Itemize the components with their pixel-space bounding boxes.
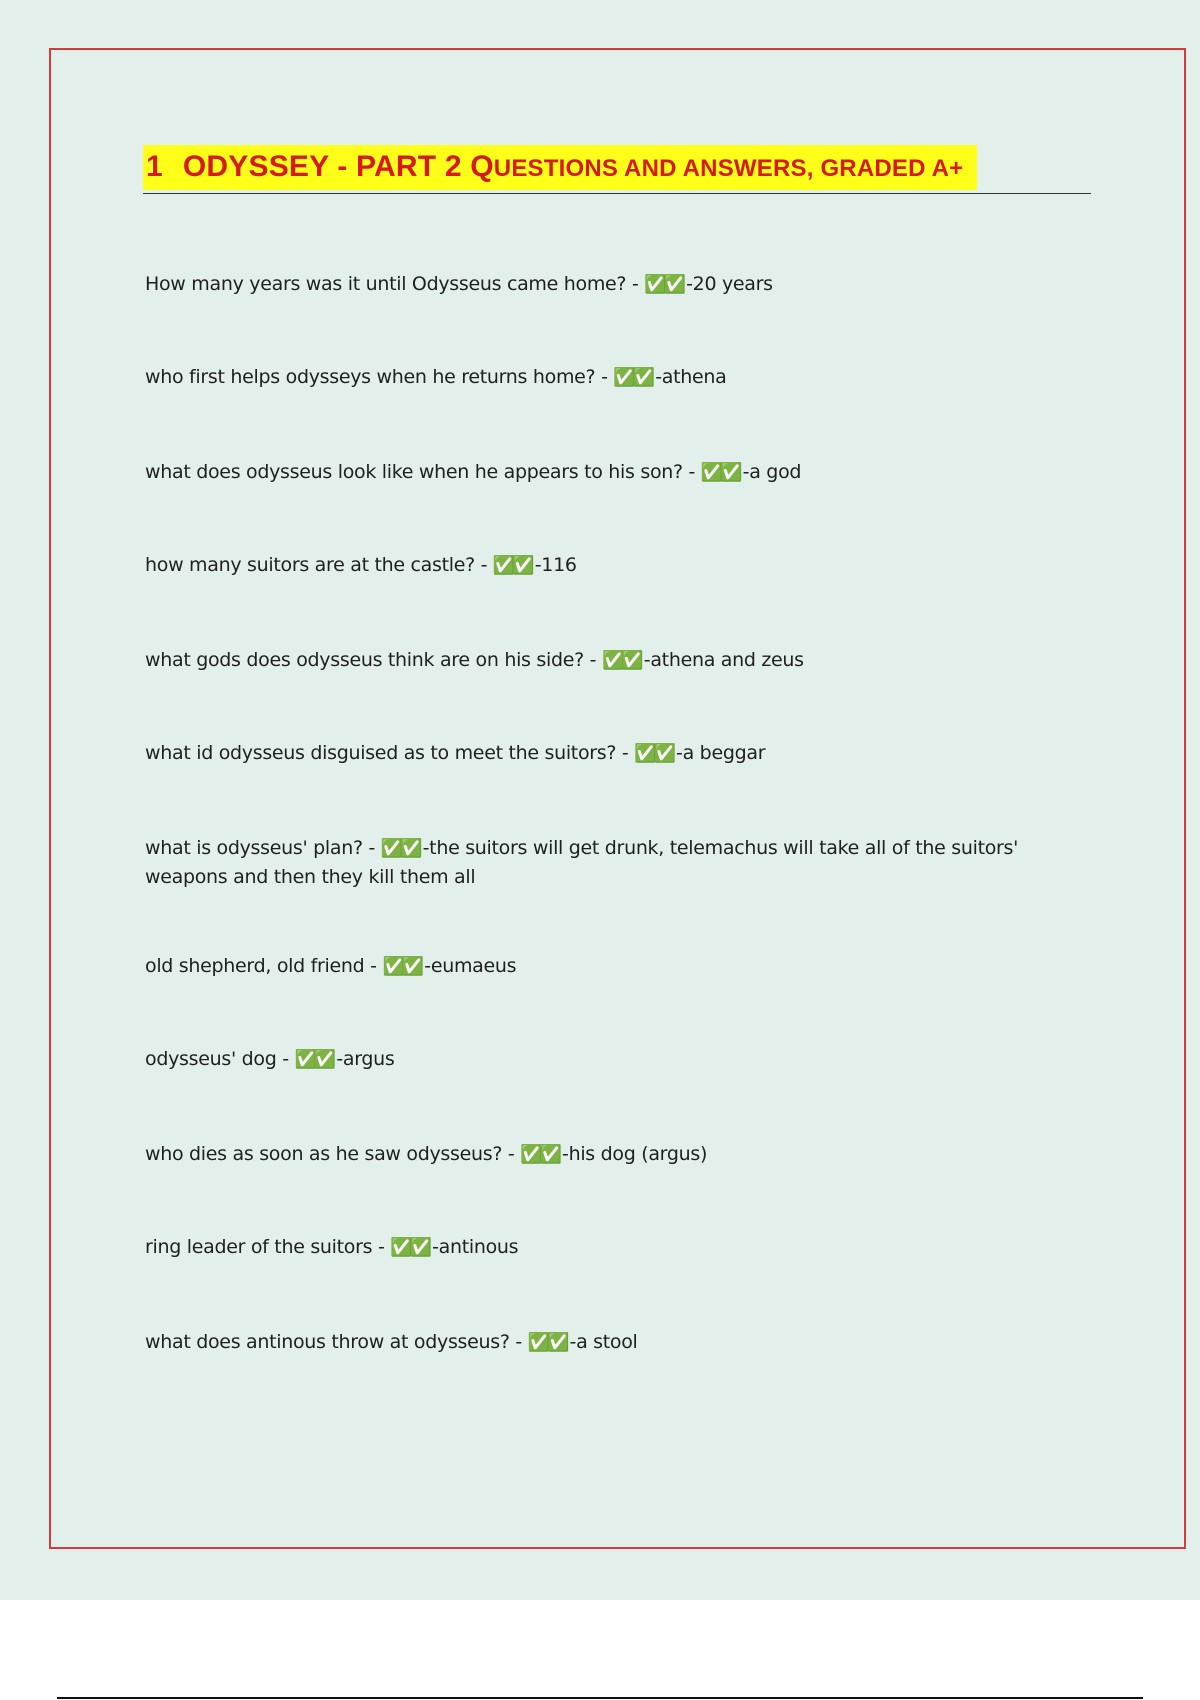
heading-number: 1 <box>146 150 163 183</box>
question-text: what does odysseus look like when he appears to his son? - <box>145 461 701 483</box>
double-check-icon: ✅✅ <box>492 555 532 576</box>
answer-text: -20 years <box>686 273 773 295</box>
question-text: what is odysseus' plan? - <box>145 837 381 859</box>
double-check-icon: ✅✅ <box>601 650 641 671</box>
heading-block <box>143 145 1091 194</box>
answer-text: -a beggar <box>676 742 766 764</box>
question-text: odysseus' dog - <box>145 1048 295 1070</box>
heading-title-part1: ODYSSEY - PART 2 Q <box>182 150 494 183</box>
answer-text: -the suitors will get drunk, telemachus will take all of the suitors' weapons and then they kill them all <box>145 837 1019 888</box>
question-text: how many suitors are at the castle? - <box>145 554 493 576</box>
qa-item <box>145 270 1095 299</box>
question-text: what does antinous throw at odysseus? - <box>145 1331 528 1353</box>
question-text: who dies as soon as he saw odysseus? - <box>145 1143 521 1165</box>
qa-item <box>145 1140 1095 1169</box>
answer-text: -antinous <box>432 1236 519 1258</box>
answer-text: -athena <box>655 366 727 388</box>
question-text: what gods does odysseus think are on his side? - <box>145 649 602 671</box>
qa-item <box>145 1328 1095 1357</box>
qa-item <box>145 739 1095 768</box>
answer-text: -a god <box>742 461 802 483</box>
double-check-icon: ✅✅ <box>644 274 684 295</box>
qa-item <box>145 458 1095 487</box>
answer-text: -argus <box>336 1048 395 1070</box>
double-check-icon: ✅✅ <box>390 1237 430 1258</box>
qa-item <box>145 646 1095 675</box>
answer-text: -his dog (argus) <box>562 1143 708 1165</box>
qa-item <box>145 952 1095 981</box>
answer-text: -athena and zeus <box>643 649 804 671</box>
question-text: what id odysseus disguised as to meet the suitors? - <box>145 742 635 764</box>
double-check-icon: ✅✅ <box>634 743 674 764</box>
qa-item <box>145 1233 1095 1262</box>
double-check-icon: ✅✅ <box>380 838 420 859</box>
question-text: How many years was it until Odysseus came home? - <box>145 273 645 295</box>
qa-item <box>145 551 1095 580</box>
qa-item <box>145 1045 1095 1074</box>
question-text: who first helps odysseys when he returns home? - <box>145 366 614 388</box>
double-check-icon: ✅✅ <box>520 1144 560 1165</box>
answer-text: -a stool <box>569 1331 638 1353</box>
double-check-icon: ✅✅ <box>700 462 740 483</box>
page-title <box>143 145 977 190</box>
heading-title-part3: , GRADED A+ <box>806 155 964 182</box>
answer-text: -116 <box>534 554 577 576</box>
question-text: ring leader of the suitors - <box>145 1236 391 1258</box>
double-check-icon: ✅✅ <box>527 1332 567 1353</box>
answer-text: -eumaeus <box>424 955 517 977</box>
question-text: old shepherd, old friend - <box>145 955 383 977</box>
heading-title-part2: UESTIONS AND ANSWERS <box>493 155 807 182</box>
double-check-icon: ✅✅ <box>294 1049 334 1070</box>
qa-item <box>145 363 1095 392</box>
double-check-icon: ✅✅ <box>613 367 653 388</box>
qa-item <box>145 834 1095 892</box>
double-check-icon: ✅✅ <box>382 956 422 977</box>
footer-divider <box>57 1697 1143 1699</box>
